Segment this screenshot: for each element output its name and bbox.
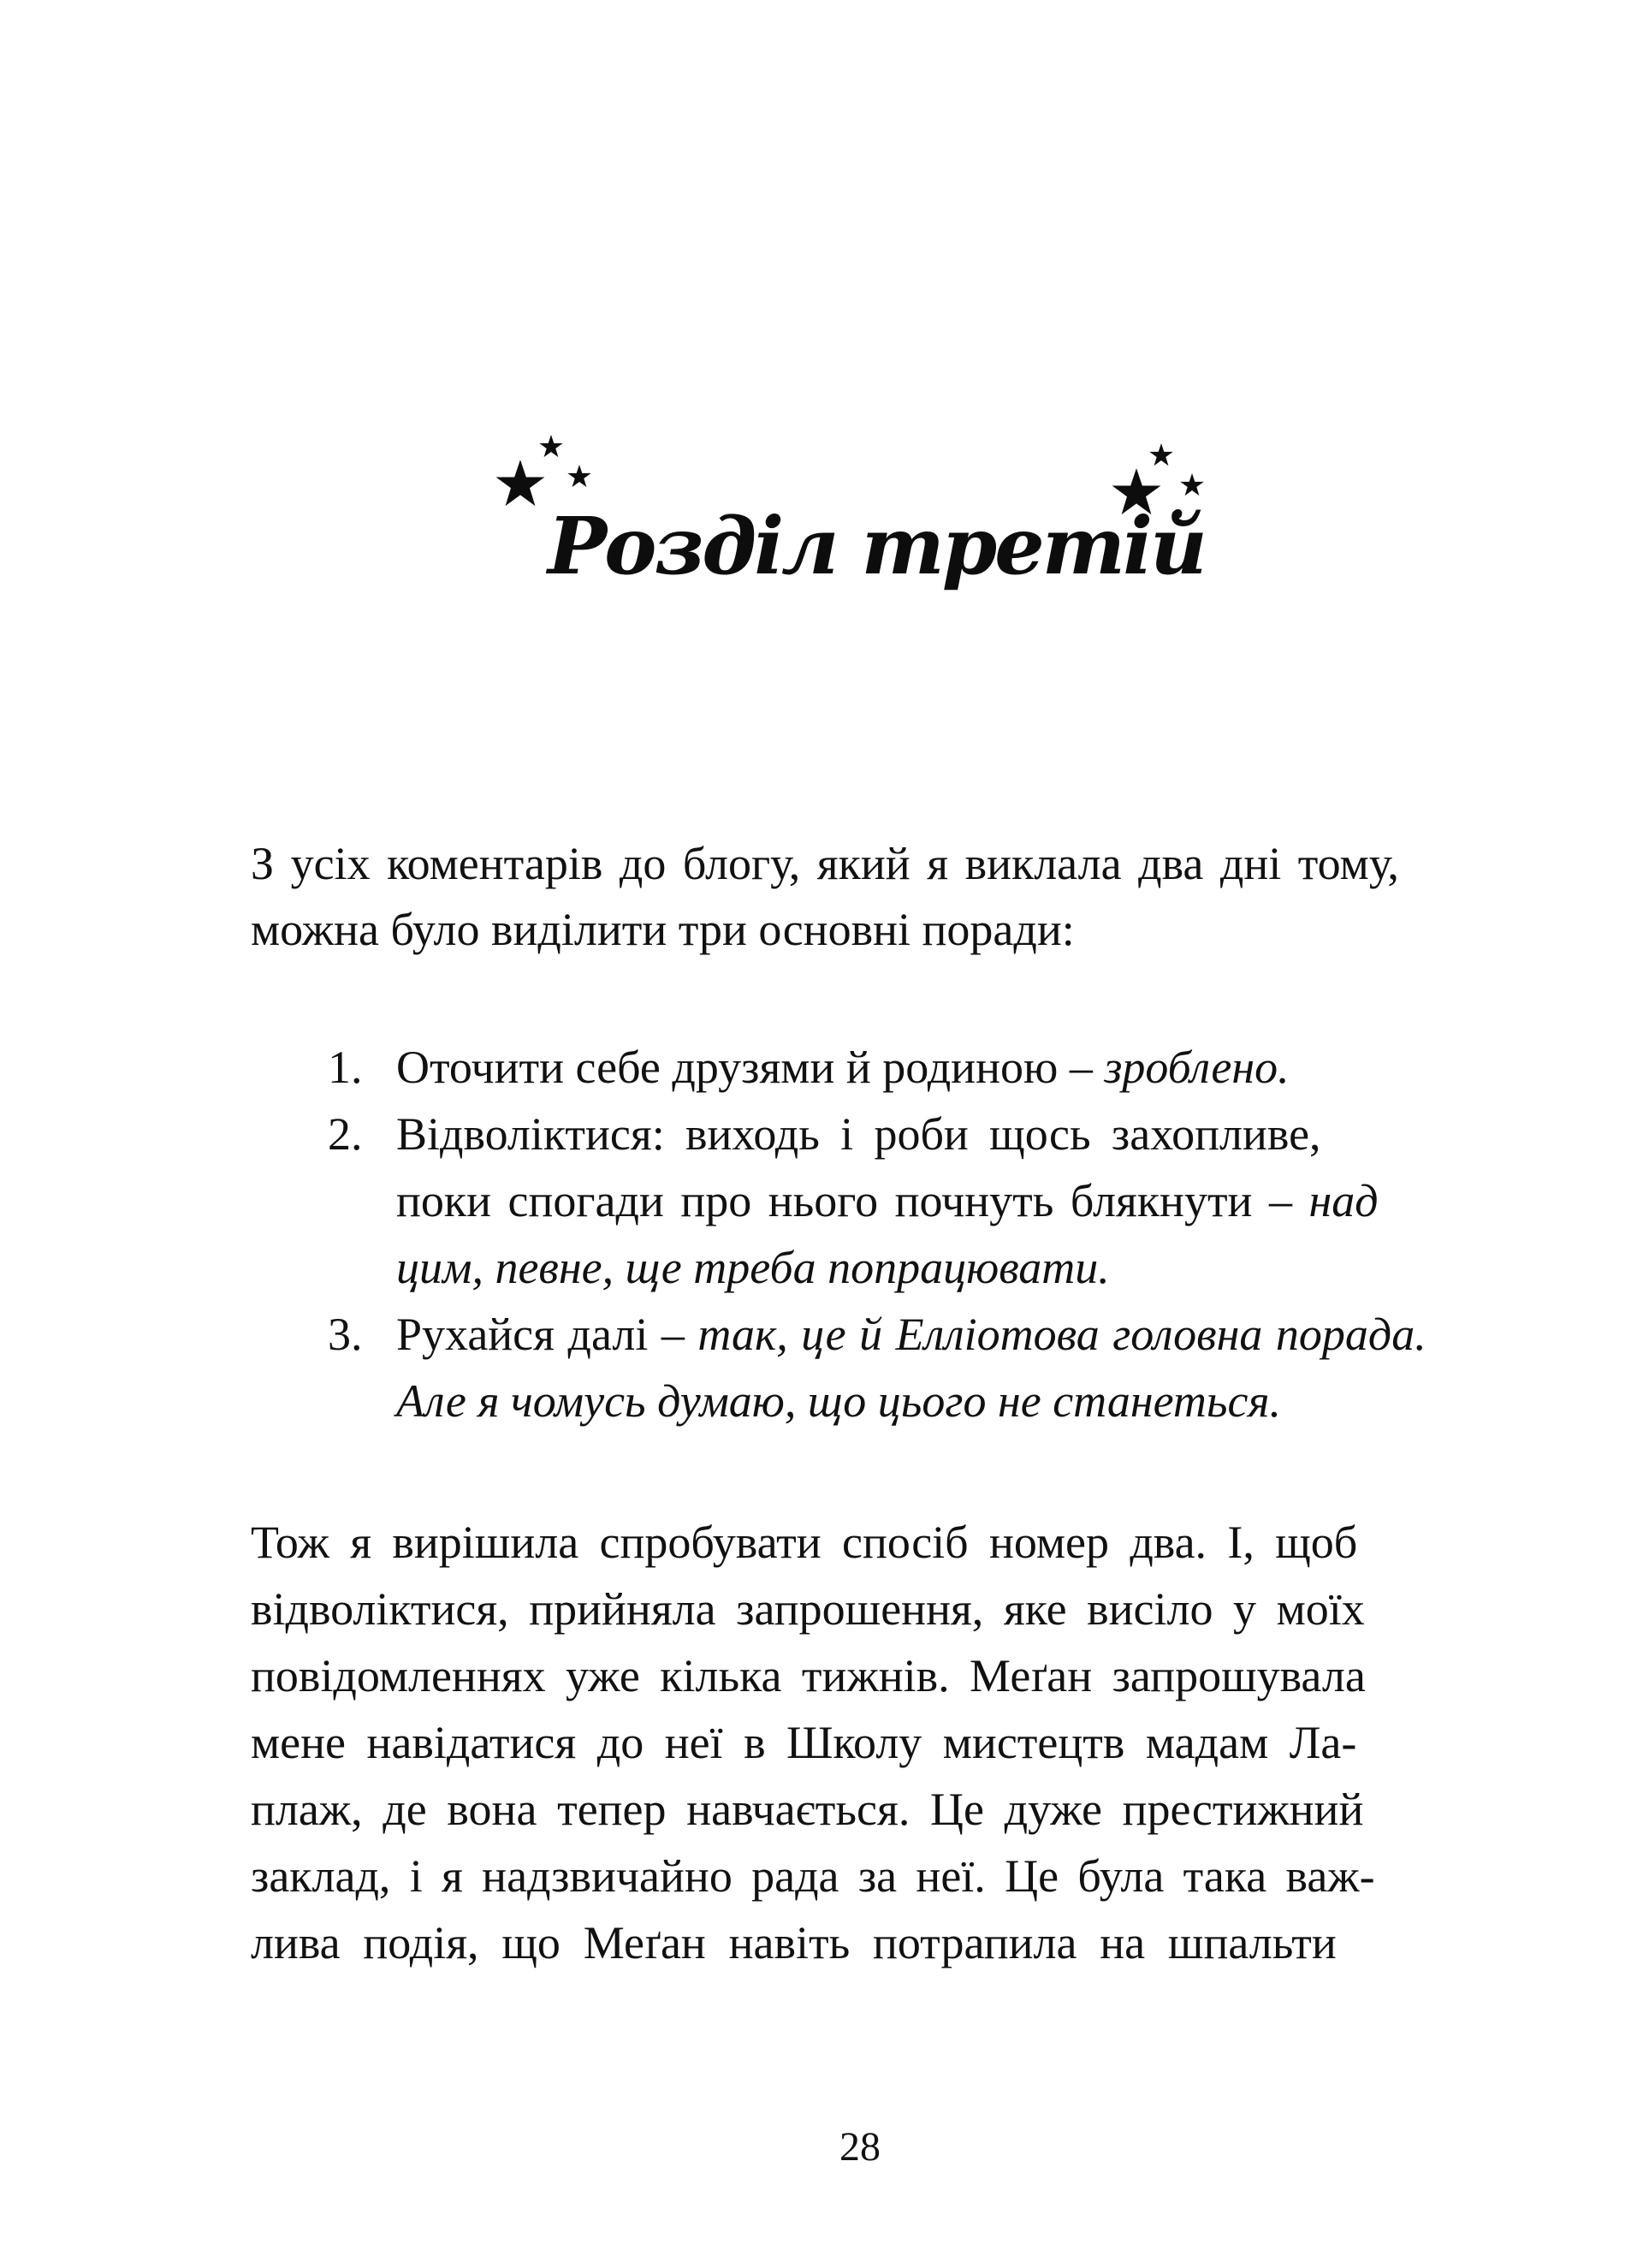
text-line — [251, 896, 1450, 963]
text-segment: поки спогади про нього почнуть блякнути – — [396, 1175, 1309, 1226]
text-line — [251, 1709, 1450, 1776]
list-item-number: 3. — [328, 1309, 363, 1360]
list-item-number: 1. — [328, 1042, 363, 1093]
text-line — [396, 1301, 1450, 1368]
text-segment: Тож я вирішила спробувати спосіб номер два. І, щоб — [251, 1517, 1358, 1568]
text-line — [251, 830, 1450, 897]
text-segment: Відволіктися: виходь і роби щось захопливе, — [396, 1108, 1321, 1160]
text-segment: мене навідатися до неї в Школу мистецтв мадам Ла- — [251, 1717, 1357, 1768]
text-line — [396, 1034, 1450, 1101]
text-segment: Оточити себе друзями й родиною – — [396, 1042, 1105, 1093]
text-segment: можна було виділити три основні поради: — [251, 904, 1075, 955]
text-line — [396, 1167, 1450, 1234]
text-segment: повідомленнях уже кілька тижнів. Меґан запрошувала — [251, 1650, 1366, 1701]
text-segment: плаж, де вона тепер навчається. Це дуже престижний — [251, 1784, 1364, 1835]
text-line — [251, 1843, 1450, 1909]
star-icon-small-right-right — [1180, 473, 1204, 496]
text-line — [251, 1509, 1450, 1576]
text-line — [396, 1368, 1450, 1434]
star-icon-large-left — [495, 460, 545, 508]
chapter-title: Розділ третій — [548, 500, 1205, 592]
text-line — [396, 1234, 1450, 1301]
text-line — [251, 1576, 1450, 1642]
text-line — [251, 1642, 1450, 1709]
text-segment: заклад, і я надзвичайно рада за неї. Це була така важ- — [251, 1850, 1375, 1902]
text-segment-italic: над — [1308, 1175, 1379, 1226]
text-segment: відволіктися, прийняла запрошення, яке висіло у моїх — [251, 1583, 1365, 1635]
star-icon-small-right-top — [1149, 443, 1173, 466]
page-number: 28 — [839, 2124, 881, 2170]
text-line — [251, 1909, 1450, 1976]
list-item-number: 2. — [328, 1108, 363, 1160]
text-segment-italic: Але я чомусь думаю, що цього не станеться. — [396, 1375, 1282, 1427]
star-icon-small-left-right — [567, 465, 591, 488]
text-segment: Рухайся далі – — [396, 1309, 698, 1360]
text-segment: З усіх коментарів до блогу, який я виклала два дні тому, — [251, 838, 1399, 889]
text-segment: лива подія, що Меґан навіть потрапила на шпальти — [251, 1917, 1337, 1968]
text-line — [251, 1776, 1450, 1843]
text-segment-italic: зроблено. — [1104, 1042, 1290, 1093]
star-icon-small-left-top — [539, 435, 563, 458]
text-segment-italic: цим, певне, ще треба попрацювати. — [396, 1242, 1110, 1293]
text-line — [396, 1101, 1450, 1167]
text-segment-italic: так, це й Елліотова головна порада. — [697, 1309, 1427, 1360]
